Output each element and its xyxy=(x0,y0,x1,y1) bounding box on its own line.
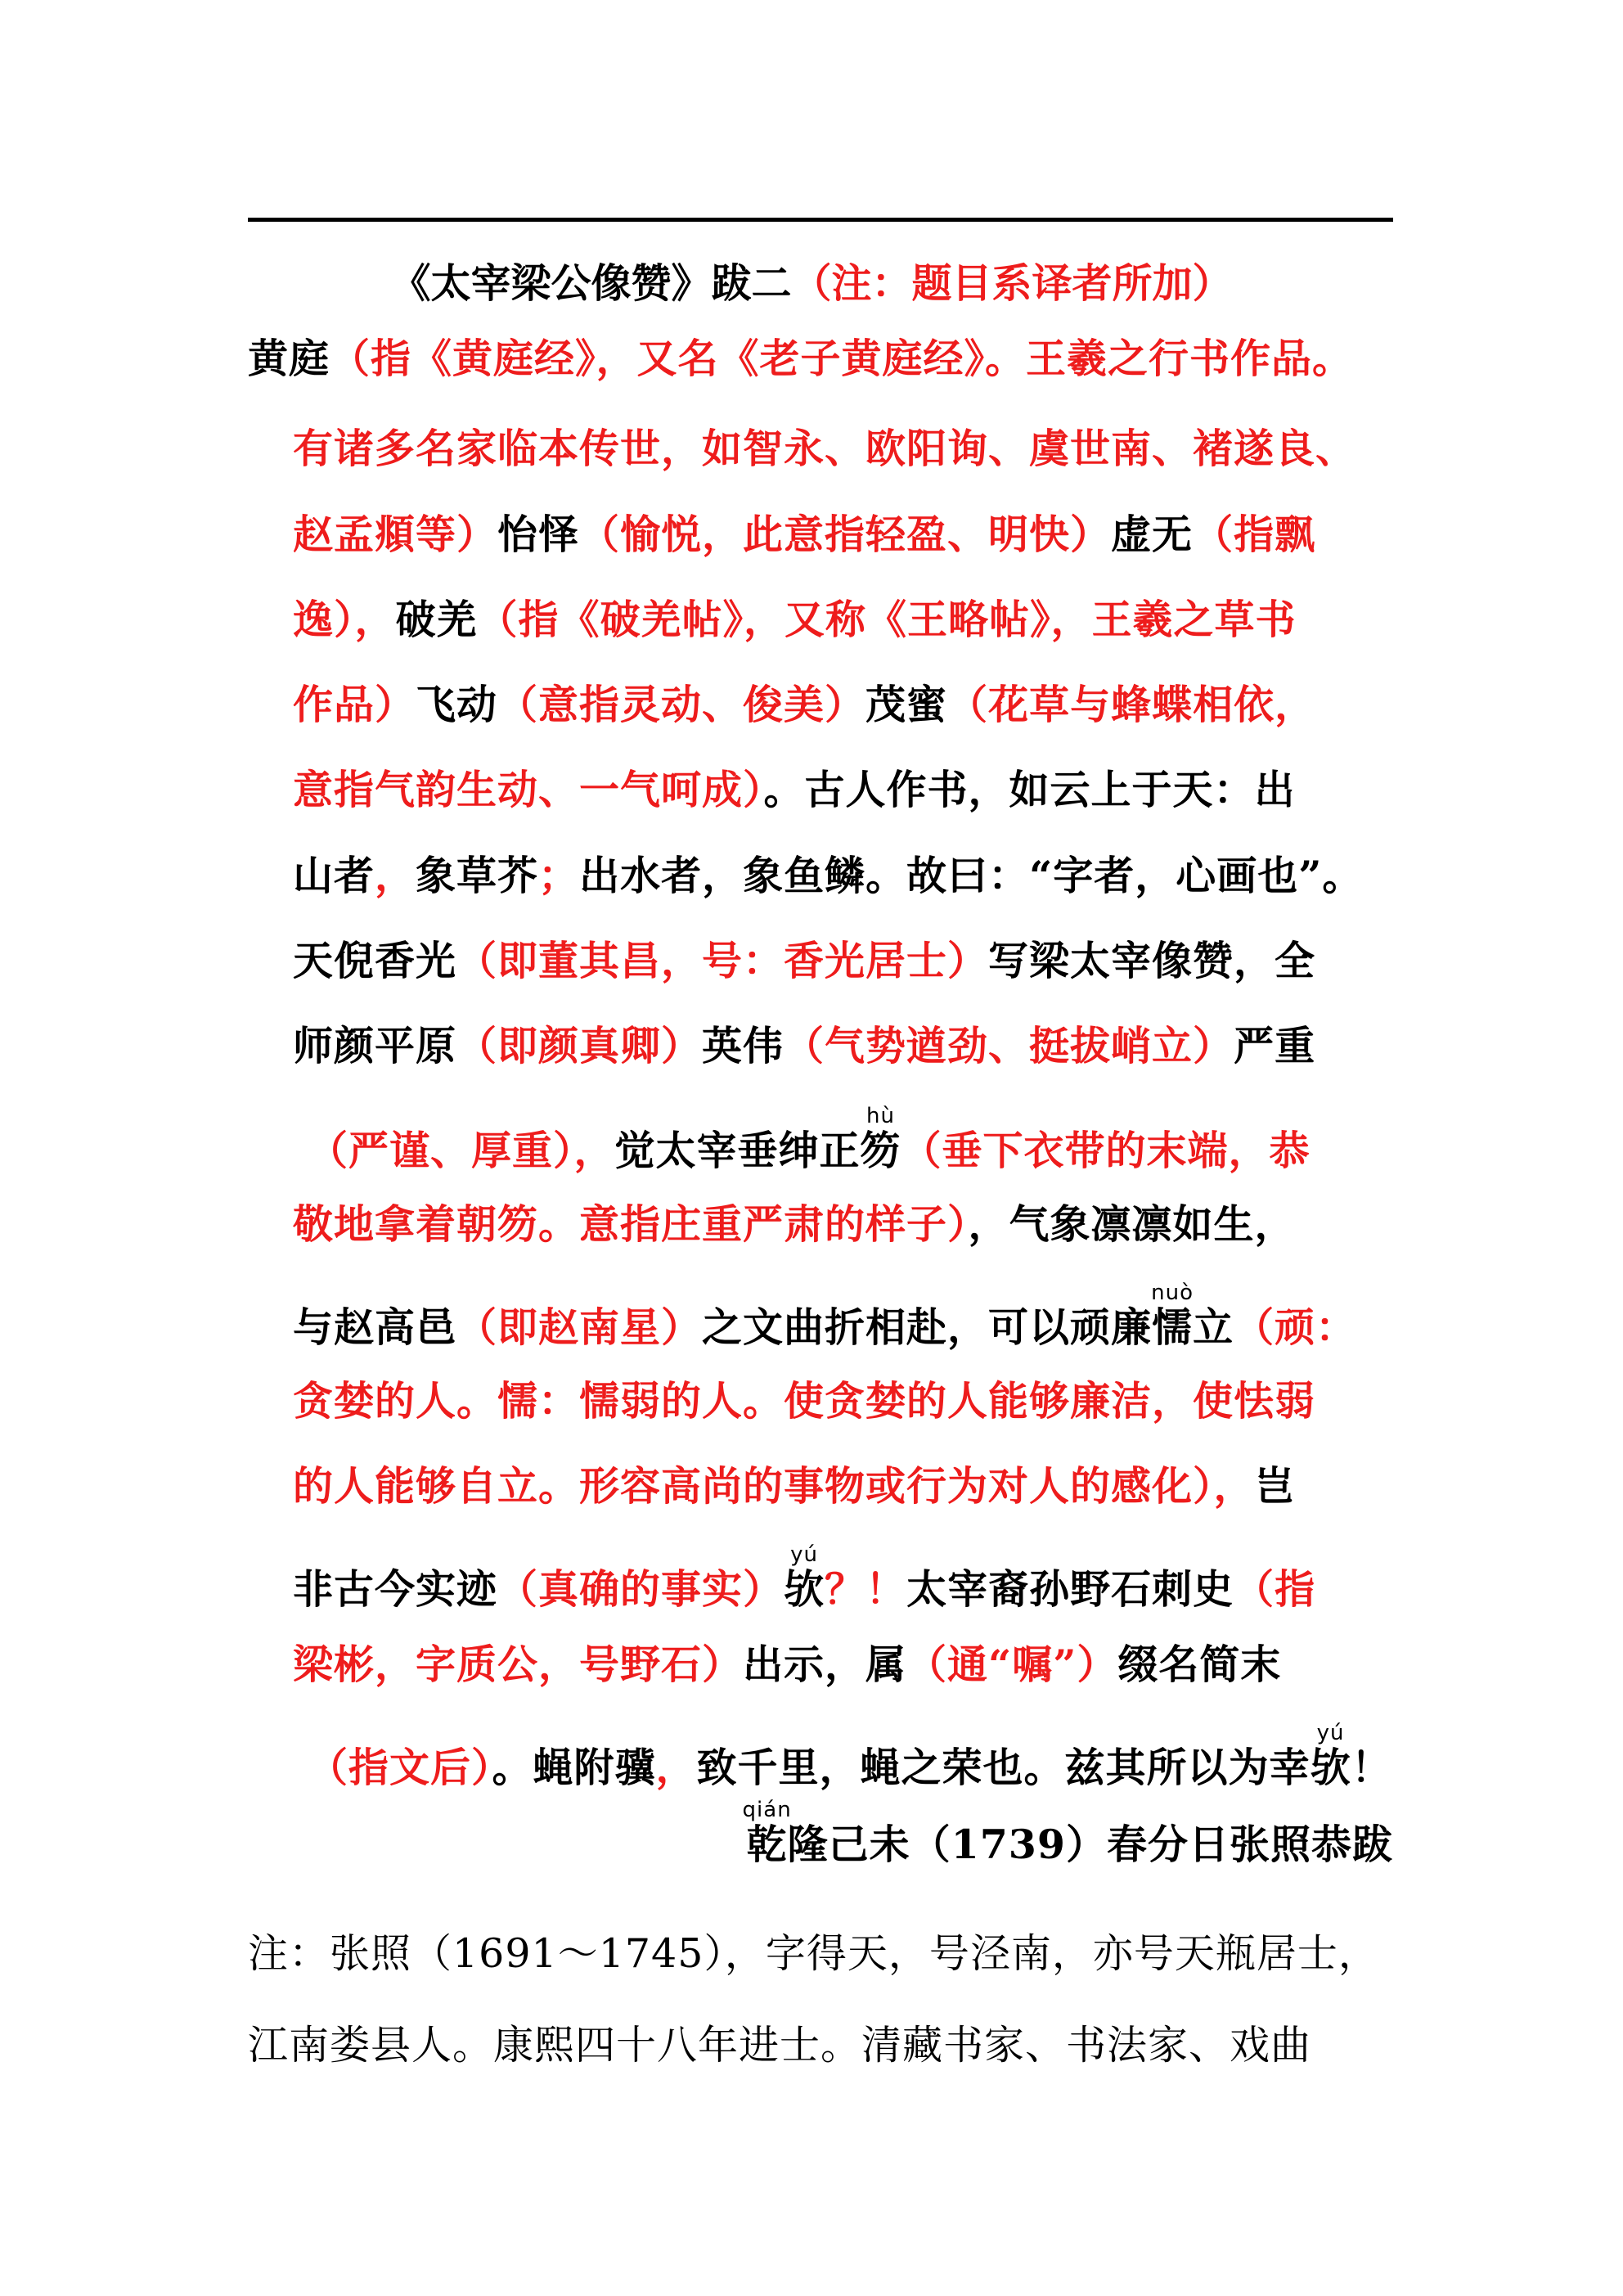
annotation-text: 有诸多名家临本传世，如智永、欧阳询、虞世南、褚遂良、 xyxy=(293,425,1357,472)
note-line: 注：张照（1691～1745），字得天，号泾南，亦号天瓶居士， xyxy=(248,1930,1379,1977)
annotation-text: （指文后） xyxy=(308,1744,492,1791)
source-text: 象草芥 xyxy=(416,852,539,899)
annotation-text: （指飘 xyxy=(1193,511,1316,558)
source-text: 缀名简末 xyxy=(1117,1641,1282,1688)
source-text: 岂 xyxy=(1254,1462,1296,1510)
source-text: 。古人作书，如云上于天：出 xyxy=(763,766,1296,813)
source-text: 黄庭 xyxy=(248,335,330,382)
text-line xyxy=(293,757,1393,822)
annotation-text: （指《破羌帖》，又称《王略帖》，王羲之草书 xyxy=(477,596,1297,643)
source-text: 立 xyxy=(1193,1303,1234,1351)
source-text: 怡怿 xyxy=(497,511,580,558)
annotated-char: 欤 xyxy=(1310,1744,1351,1791)
source-text: 非古今实迹 xyxy=(293,1565,498,1613)
annotation-text: 意指气韵生动、一气呵成） xyxy=(293,766,764,813)
source-text: 。蝇附骥 xyxy=(492,1744,656,1791)
annotation-text: （即颜真卿） xyxy=(456,1022,703,1069)
source-text: 之文曲折相赴，可以顽廉 xyxy=(702,1303,1153,1351)
annotation-text: （花草与蜂蝶相依， xyxy=(947,681,1316,728)
top-rule xyxy=(248,218,1393,222)
annotation-text: 作品） xyxy=(293,681,416,728)
pinyin-annotated-char xyxy=(860,1104,901,1174)
annotation-text: （通“嘱”） xyxy=(906,1641,1118,1688)
annotation-text: 的人能够自立。形容高尚的事物或行为对人的感化）， xyxy=(293,1462,1255,1510)
source-text: 严重 xyxy=(1234,1022,1316,1069)
annotated-char: 笏 xyxy=(860,1127,901,1174)
text-line xyxy=(293,587,1393,652)
source-text: 山者 xyxy=(293,852,375,899)
source-text: 写梁太宰像赞，全 xyxy=(988,937,1316,984)
text-line xyxy=(293,672,1393,737)
text-line xyxy=(293,1632,1393,1697)
source-text: 天倪香光 xyxy=(293,937,457,984)
source-text: 英伟 xyxy=(702,1022,785,1069)
annotation-text: （真确的事实） xyxy=(497,1565,785,1613)
annotation-text: （指《黄庭经》，又名《老子黄庭经》。王羲之行书作品。 xyxy=(330,335,1354,382)
source-text: ，气象凛凛如生， xyxy=(968,1200,1296,1248)
annotation-text: （顽： xyxy=(1234,1303,1357,1351)
annotation-text: 梁彬，字质公，号野石） xyxy=(293,1641,744,1688)
source-text: ！ xyxy=(1351,1744,1392,1791)
text-line xyxy=(293,1013,1393,1078)
annotation-text: （垂下衣带的末端，恭 xyxy=(901,1127,1311,1174)
annotation-text: ， xyxy=(375,852,416,899)
annotation-text: （指 xyxy=(1234,1565,1316,1613)
text-line xyxy=(248,326,1393,391)
annotation-text: ； xyxy=(538,852,580,899)
text-line xyxy=(293,928,1393,993)
source-text: 虚无 xyxy=(1111,511,1194,558)
text-line xyxy=(293,502,1393,567)
annotation-text: 逸）， xyxy=(293,596,396,643)
title-note: （注：题目系译者所加） xyxy=(791,259,1233,307)
text-line xyxy=(293,416,1393,481)
source-text: 太宰裔孙野石刺史 xyxy=(906,1565,1234,1613)
text-line xyxy=(293,1453,1393,1519)
pinyin-label: yú xyxy=(1310,1721,1351,1745)
pinyin-annotated-char xyxy=(742,1798,792,1868)
source-text: 出水者，象鱼鳞。故曰：“字者，心画也”。 xyxy=(579,852,1364,899)
pinyin-label: nuò xyxy=(1151,1281,1194,1305)
annotation-text: （气势遒劲、挺拔峭立） xyxy=(784,1022,1234,1069)
text-line xyxy=(293,1368,1393,1434)
source-text: 师颜平原 xyxy=(293,1022,457,1069)
source-text: 出示，属 xyxy=(743,1641,907,1688)
annotation-text: ， xyxy=(655,1744,697,1791)
annotation-text: （愉悦，此意指轻盈、明快） xyxy=(579,511,1112,558)
pinyin-label: qián xyxy=(742,1798,792,1822)
source-text: 致千里，蝇之荣也。兹其所以为幸 xyxy=(696,1744,1311,1791)
annotation-text: （即董其昌，号：香光居士） xyxy=(456,937,989,984)
title-main: 《太宰梁公像赞》跋二 xyxy=(390,259,792,307)
text-line xyxy=(308,1106,1393,1183)
pinyin-annotated-char xyxy=(1310,1721,1351,1791)
text-line xyxy=(293,843,1393,908)
annotation-text: 敬地拿着朝笏。意指庄重严肃的样子） xyxy=(293,1200,969,1248)
text-line xyxy=(308,1723,1393,1800)
annotation-text: （即赵南星） xyxy=(456,1303,703,1351)
page-title xyxy=(0,250,1623,316)
text-line xyxy=(293,1191,1393,1257)
pinyin-label: hù xyxy=(860,1104,901,1128)
source-text: 与赵高邑 xyxy=(293,1303,457,1351)
text-line xyxy=(293,1800,1393,1877)
annotation-text: ？！ xyxy=(825,1565,907,1613)
source-text: 茂蜜 xyxy=(865,681,948,728)
text-line xyxy=(293,1542,1393,1622)
pinyin-annotated-char xyxy=(784,1542,825,1613)
source-text: 飞动 xyxy=(416,681,498,728)
annotated-char: 欤 xyxy=(784,1565,825,1613)
source-text: 隆己未（1739）春分日张照恭跋 xyxy=(787,1821,1393,1868)
text-line xyxy=(293,1283,1393,1360)
source-text: 觉太宰垂绅正 xyxy=(614,1127,861,1174)
annotated-char: 懦 xyxy=(1151,1303,1194,1351)
note-line: 江南娄县人。康熙四十八年进士。清藏书家、书法家、戏曲 xyxy=(248,2022,1312,2069)
annotation-text: （意指灵动、俊美） xyxy=(497,681,866,728)
annotation-text: 赵孟頫等） xyxy=(293,511,498,558)
annotation-text: （严谨、厚重）， xyxy=(308,1127,615,1174)
annotation-text: 贪婪的人。懦：懦弱的人。使贪婪的人能够廉洁，使怯弱 xyxy=(293,1377,1316,1425)
annotated-char: 乾 xyxy=(742,1821,792,1868)
pinyin-label: yú xyxy=(784,1542,825,1567)
pinyin-annotated-char xyxy=(1151,1281,1194,1351)
source-text: 破羌 xyxy=(395,596,478,643)
